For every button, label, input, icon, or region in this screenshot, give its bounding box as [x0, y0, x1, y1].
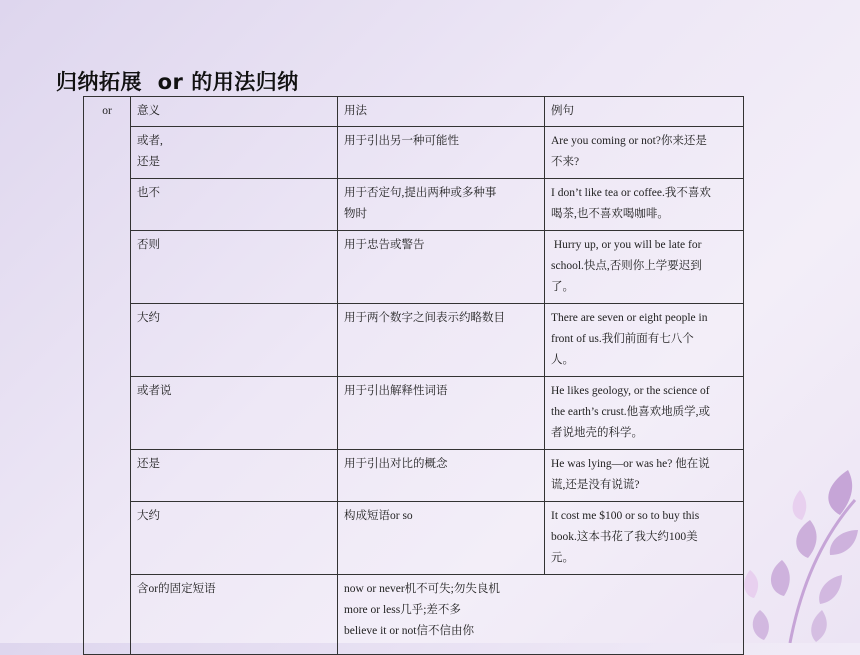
meaning-cell: 还是: [131, 450, 338, 502]
meaning-cell: 否则: [131, 231, 338, 304]
phrase-item: believe it or not信不信由你: [344, 625, 474, 637]
meaning-cell: 或者, 还是: [131, 127, 338, 179]
example-cell: He was lying—or was he? 他在说 谎,还是没有说谎?: [545, 450, 744, 502]
usage-cell: 用于两个数字之间表示约略数目: [338, 304, 545, 377]
meaning-cell: 也不: [131, 179, 338, 231]
meaning-cell: 大约: [131, 304, 338, 377]
example-cell: There are seven or eight people in front of us.我们前面有七八个 人。: [545, 304, 744, 377]
table-row: [84, 377, 744, 450]
usage-cell: 用于引出另一种可能性: [338, 127, 545, 179]
phrase-item: more or less几乎;差不多: [344, 604, 461, 616]
phrases-label-cell: 含or的固定短语: [131, 575, 338, 655]
example-cell: It cost me $100 or so to buy this book.这本书花了我大约100美 元。: [545, 502, 744, 575]
usage-cell: 构成短语or so: [338, 502, 545, 575]
or-usage-table: [83, 96, 744, 655]
header-usage: 用法: [338, 97, 545, 127]
example-cell: Are you coming or not?你来还是 不来?: [545, 127, 744, 179]
word-cell: or: [84, 97, 131, 655]
phrase-item: now or never机不可失;勿失良机: [344, 583, 500, 595]
table-row: [84, 179, 744, 231]
usage-cell: 用于否定句,提出两种或多种事 物时: [338, 179, 545, 231]
example-cell: He likes geology, or the science of the earth’s crust.他喜欢地质学,或 者说地壳的科学。: [545, 377, 744, 450]
page-title: 归纳拓展 or 的用法归纳: [56, 70, 299, 94]
table-row: [84, 450, 744, 502]
table-row: [84, 502, 744, 575]
meaning-cell: 大约: [131, 502, 338, 575]
usage-cell: 用于引出对比的概念: [338, 450, 545, 502]
example-cell: I don’t like tea or coffee.我不喜欢 喝茶,也不喜欢喝咖啡。: [545, 179, 744, 231]
table-row: [84, 127, 744, 179]
table-row: [84, 231, 744, 304]
table-header-row: [84, 97, 744, 127]
header-example: 例句: [545, 97, 744, 127]
table-row: [84, 304, 744, 377]
leaf-decoration: [730, 460, 860, 643]
usage-cell: 用于引出解释性词语: [338, 377, 545, 450]
header-meaning: 意义: [131, 97, 338, 127]
meaning-cell: 或者说: [131, 377, 338, 450]
example-cell: Hurry up, or you will be late for school.快点,否则你上学要迟到 了。: [545, 231, 744, 304]
usage-cell: 用于忠告或警告: [338, 231, 545, 304]
